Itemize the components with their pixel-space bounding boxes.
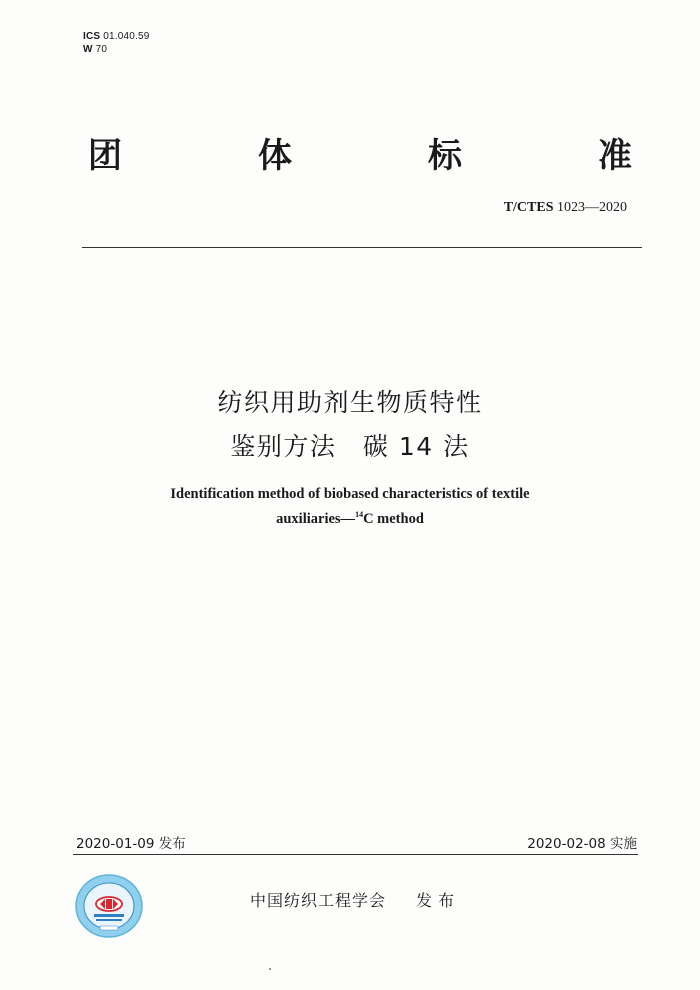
english-title-line-1: Identification method of biobased characteristics of textile — [170, 486, 530, 502]
chinese-title-line-1: 纺织用助剂生物质特性 — [217, 388, 483, 417]
publish-action: 发布 — [416, 891, 461, 910]
standard-type-heading — [88, 128, 636, 178]
ics-value: 01.040.59 — [103, 31, 150, 42]
standard-type-char: 体 — [258, 136, 292, 176]
ics-code — [83, 30, 150, 43]
standard-type-char: 准 — [598, 136, 632, 176]
ccs-label: W — [83, 44, 93, 55]
standard-number-value: 1023—2020 — [557, 200, 627, 215]
bottom-divider — [73, 854, 638, 855]
publisher-name: 中国纺织工程学会 — [250, 891, 387, 910]
ccs-value: 70 — [95, 44, 108, 55]
ccs-code — [83, 43, 150, 56]
classification-codes — [83, 30, 150, 56]
english-title-suffix: C method — [363, 511, 424, 527]
standard-type-char: 标 — [428, 136, 462, 176]
standard-number — [504, 200, 627, 216]
chinese-title-line-2: 鉴别方法 碳 14 法 — [230, 432, 470, 461]
english-title-prefix: auxiliaries— — [276, 511, 356, 527]
top-divider — [82, 247, 642, 248]
anti-counterfeit-seal-icon — [74, 873, 144, 939]
ics-label: ICS — [83, 31, 101, 42]
scan-speck — [269, 968, 271, 970]
standard-number-prefix: T/CTES — [503, 200, 554, 215]
implementation-date: 2020-02-08 实施 — [527, 836, 637, 852]
issue-date: 2020-01-09 发布 — [76, 836, 186, 852]
isotope-superscript: 14 — [355, 510, 364, 519]
publisher-line — [250, 888, 460, 911]
standard-type-char: 团 — [88, 136, 122, 176]
english-title-line-2 — [0, 510, 700, 528]
